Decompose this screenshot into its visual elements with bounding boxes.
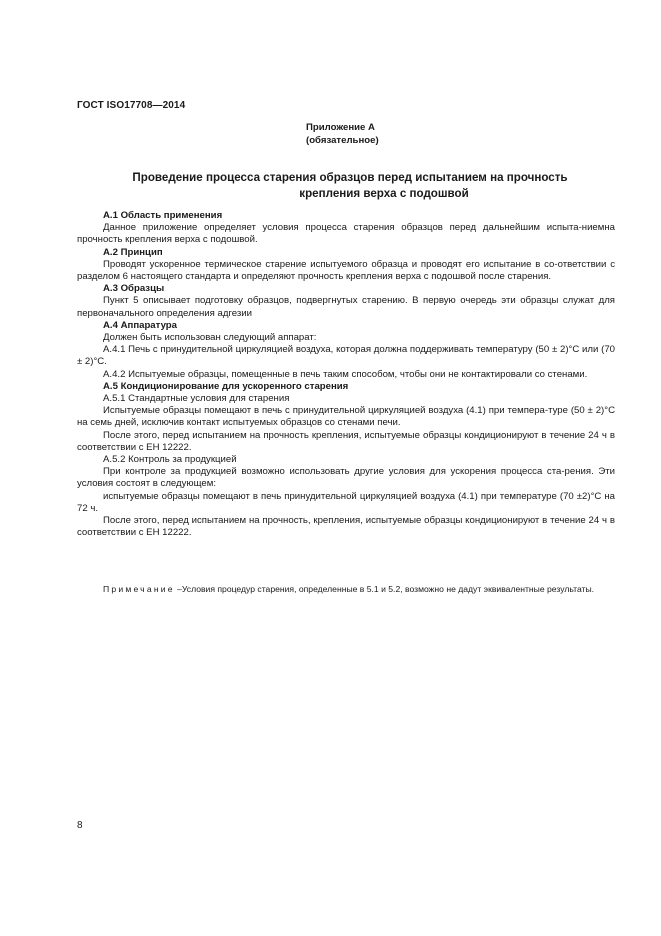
section-a5-heading: А.5 Кондиционирование для ускоренного старения — [103, 380, 349, 392]
appendix-heading — [77, 170, 605, 201]
appendix-status: (обязательное) — [306, 135, 379, 146]
section-a2-text: Проводят ускоренное термическое старение испытуемого образца и проводят его испытание в со-ответствии с разделом 6 настоящего стандарта и определяют прочность крепления верха с подошвой после старения. — [77, 258, 615, 283]
section-a4-2: А.4.2 Испытуемые образцы, помещенные в печь таким способом, чтобы они не контактировали со стенами. — [103, 368, 588, 380]
section-a3-text: Пункт 5 описывает подготовку образцов, подвергнутых старению. В первую очередь эти образцы служат для первоначального определения адгезии — [77, 295, 615, 319]
page-number: 8 — [77, 820, 83, 831]
section-a4-intro: Должен быть использован следующий аппарат: — [103, 332, 317, 344]
section-a5-2-text-3: После этого, перед испытанием на прочность, крепления, испытуемые образцы кондиционируют в течение 24 ч в соответствии с ЕН 12222. — [77, 515, 615, 539]
heading-line-2: крепления верха с подошвой — [299, 186, 469, 200]
note-label: Примечание — [103, 584, 175, 594]
appendix-title: Приложение А — [306, 122, 375, 133]
document-body — [77, 210, 615, 539]
appendix-label — [306, 121, 379, 147]
section-a5-1-heading: А.5.1 Стандартные условия для старения — [103, 393, 290, 405]
note — [77, 584, 615, 596]
section-a4-heading: А.4 Аппаратура — [103, 319, 177, 331]
section-a2-heading: А.2 Принцип — [103, 246, 163, 258]
section-a5-1-text-1: Испытуемые образцы помещают в печь с принудительной циркуляцией воздуха (4.1) при темпера-туре (50 ± 2)°С на семь дней, исключив контакт испытуемых образцов со стенами печи. — [77, 405, 615, 429]
section-a3-heading: А.3 Образцы — [103, 283, 165, 295]
section-a1-text: Данное приложение определяет условия процесса старения образцов перед дальнейшим испыта-ниемнa прочность крепления верха с подошвой. — [77, 222, 615, 246]
section-a5-2-heading: А.5.2 Контроль за продукцией — [103, 454, 237, 466]
document-code: ГОСТ ISO17708—2014 — [77, 100, 186, 111]
note-text: –Условия процедур старения, определенные в 5.1 и 5.2, возможно не дадут эквивалентные результаты. — [174, 584, 595, 594]
section-a5-2-text-2: испытуемые образцы помещают в печь принудительной циркуляцией воздуха (4.1) при температуре (70 ±2)°С на 72 ч. — [77, 490, 615, 514]
section-a4-1: А.4.1 Печь с принудительной циркуляцией воздуха, которая должна поддерживать температуру (50 ± 2)°С или (70 ± 2)°С. — [77, 344, 615, 368]
section-a1-heading: А.1 Область применения — [103, 210, 223, 221]
section-a5-2-text-1: При контроле за продукцией возможно использовать другие условия для ускорения процесса ста-рения. Эти условия состоят в следующем: — [77, 466, 615, 490]
section-a5-1-text-2: После этого, перед испытанием на прочность крепления, испытуемые образцы кондиционируют в течение 24 ч в соответствии с ЕН 12222. — [77, 429, 615, 453]
heading-line-1: Проведение процесса старения образцов перед испытанием на прочность — [132, 171, 568, 184]
